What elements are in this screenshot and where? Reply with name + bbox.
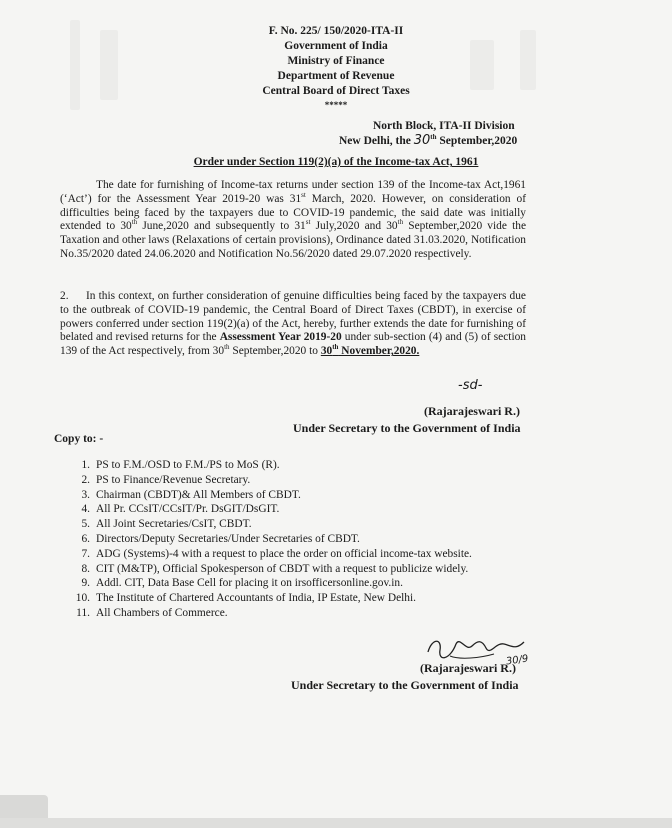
p1-sup-c: st <box>305 218 311 227</box>
copy-to-item <box>60 576 472 591</box>
copy-to-item-number: 8. <box>81 562 90 575</box>
sd-mark: -sd- <box>458 378 483 393</box>
copy-to-item-text: PS to Finance/Revenue Secretary. <box>96 473 251 486</box>
signatory-designation-2: Under Secretary to the Government of India <box>291 678 519 692</box>
board-line: Central Board of Direct Taxes <box>262 85 410 97</box>
copy-to-item <box>60 606 472 621</box>
copy-to-item-text: The Institute of Chartered Accountants of India, IP Estate, New Delhi. <box>96 592 417 605</box>
p2-extended-date <box>321 345 420 357</box>
p2-date-sup: th <box>332 343 339 352</box>
copy-to-item-text: ADG (Systems)-4 with a request to place the order on official income-tax website. <box>96 547 472 560</box>
paragraph-1 <box>60 179 526 262</box>
p2-number: 2. <box>60 290 69 302</box>
ministry-line: Ministry of Finance <box>287 55 385 67</box>
copy-to-item-number: 11. <box>76 606 90 619</box>
stars-separator: ***** <box>324 100 348 110</box>
p1-text-d: July,2020 and 30 <box>310 220 398 233</box>
handwritten-day: 30 <box>413 133 431 148</box>
day-suffix: th <box>430 133 437 142</box>
copy-to-item-text: Directors/Deputy Secretaries/Under Secretaries of CBDT. <box>96 532 360 545</box>
department-line: Department of Revenue <box>277 70 395 82</box>
copy-to-item <box>60 502 472 517</box>
p1-sup-d: th <box>397 218 404 227</box>
p2-date-month: November,2020. <box>338 345 420 358</box>
copy-to-item-number: 5. <box>81 518 90 531</box>
copy-to-item-number: 10. <box>75 592 90 605</box>
p2-assessment-year: Assessment Year 2019-20 <box>219 331 342 344</box>
copy-to-item-number: 6. <box>81 532 90 545</box>
copy-to-item-text: PS to F.M./OSD to F.M./PS to MoS (R). <box>96 459 280 471</box>
copy-to-item-number: 7. <box>81 547 90 560</box>
copy-to-item <box>60 562 472 577</box>
p2-text-a: In this context, on further consideration of genuine difficulties being faced by the taxpayers due to the outbreak of COVID-19 pandemic, the Central Board of Direct Taxes (CBDT), in exercise of powers conferred under section 119(2)(a) of the Act, hereby, further extends the date for furnishing of belated and revised returns for the <box>60 290 526 344</box>
government-line: Government of India <box>284 40 388 52</box>
p1-sup-b: th <box>131 218 138 227</box>
copy-to-item-number: 3. <box>81 488 90 501</box>
handwritten-date: 30/9 <box>505 653 530 668</box>
copy-to-item <box>60 547 472 562</box>
copy-to-item <box>60 591 472 606</box>
signatory-designation: Under Secretary to the Government of India <box>293 421 521 435</box>
copy-to-item <box>60 458 472 473</box>
copy-to-item-text: Chairman (CBDT)& All Members of CBDT. <box>96 488 301 501</box>
signatory-name: (Rajarajeswari R.) <box>424 404 520 418</box>
copy-to-item <box>60 488 472 503</box>
copy-to-item-text: All Joint Secretaries/CsIT, CBDT. <box>96 518 252 531</box>
date-line <box>339 134 517 148</box>
p1-text-b: March, 2020. However, on consideration of difficulties being faced by the taxpayers due to COVID-19 pandemic, the said date was initially extended to 30 <box>60 192 527 233</box>
office-location: North Block, ITA-II Division <box>373 120 515 132</box>
copy-to-item-text: Addl. CIT, Data Base Cell for placing it on irsofficersonline.gov.in. <box>96 577 403 590</box>
copy-to-item-number: 2. <box>81 473 90 486</box>
copy-to-label: Copy to: - <box>54 433 104 445</box>
scan-bottom-edge <box>0 818 672 828</box>
copy-to-item-text: CIT (M&TP), Official Spokesperson of CBDT with a request to publicize widely. <box>96 562 469 575</box>
copy-to-item <box>60 473 472 488</box>
copy-to-list <box>60 458 472 621</box>
copy-to-item-number: 4. <box>81 503 90 516</box>
file-number: F. No. 225/ 150/2020-ITA-II <box>268 25 404 37</box>
signatory-name-2: (Rajarajeswari R.) <box>420 661 516 675</box>
copy-to-item-number: 1. <box>81 459 90 471</box>
p2-text-b: under sub-section (4) and (5) of section 139 of the Act respectively, from 30 <box>60 331 526 358</box>
copy-to-item <box>60 532 472 547</box>
copy-to-item <box>60 517 472 532</box>
order-title: Order under Section 119(2)(a) of the Income-tax Act, 1961 <box>193 156 479 168</box>
copy-to-item-text: All Chambers of Commerce. <box>96 606 228 619</box>
p1-sup-a: st <box>301 191 306 199</box>
date-prefix: New Delhi, the <box>339 135 411 147</box>
p1-text-c: June,2020 and subsequently to 31 <box>137 220 306 233</box>
p1-text-a: The date for furnishing of Income-tax returns under section 139 of the Income-tax Act,1961 (‘Act’) for the Assessment Year 2019-20 was 31 <box>60 179 526 205</box>
p2-text-c: September,2020 to <box>229 345 321 358</box>
p2-date-day: 30 <box>320 345 333 358</box>
copy-to-item-text: All Pr. CCsIT/CCsIT/Pr. DsGIT/DsGIT. <box>96 503 280 516</box>
copy-to-item-number: 9. <box>81 577 90 590</box>
p1-text-e: September,2020 vide the Taxation and other laws (Relaxations of certain provisions), Ordinance dated 31.03.2020, Notification No.35/2020 dated 24.06.2020 and Notification No.56/2020 dated 29.07.2020 respectively. <box>60 220 527 260</box>
p2-sup-b: th <box>224 343 230 352</box>
month-year: September,2020 <box>439 135 518 147</box>
paragraph-2 <box>60 290 526 359</box>
